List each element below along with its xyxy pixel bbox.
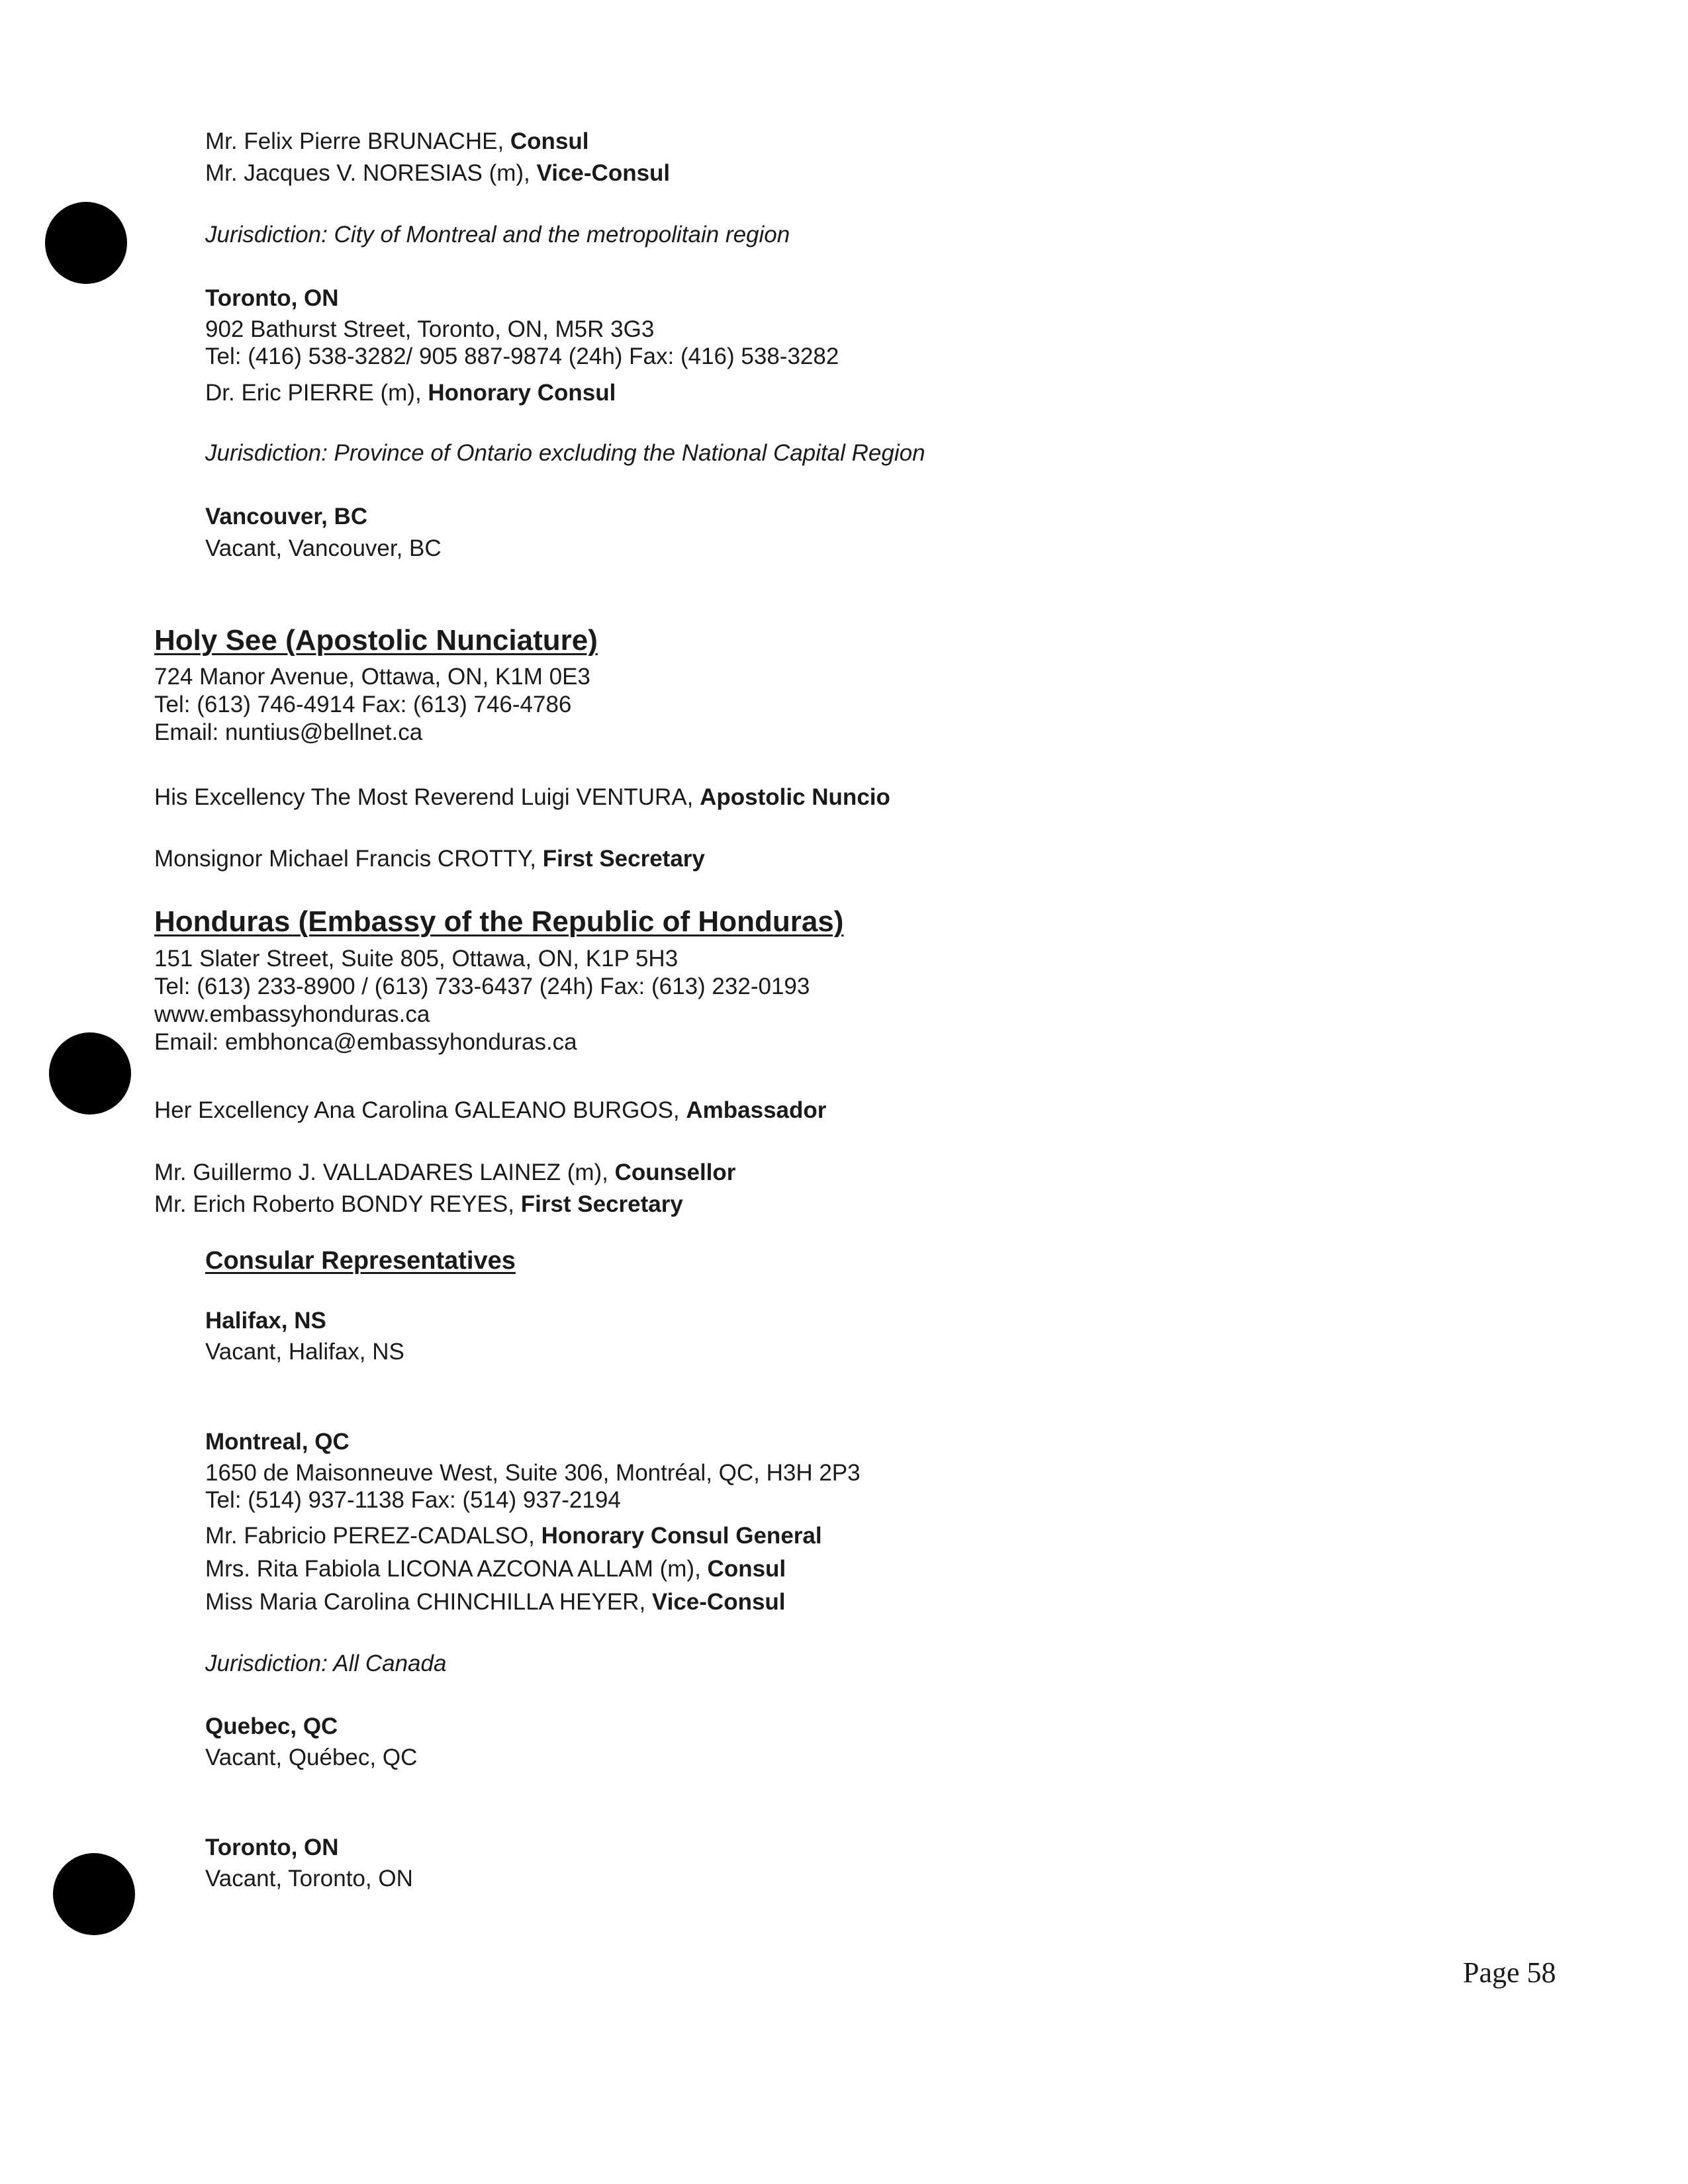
apostolic-nuncio-name: His Excellency The Most Reverend Luigi VENTURA, (154, 784, 700, 810)
montreal-jurisdiction: Jurisdiction: City of Montreal and the metropolitain region (205, 222, 790, 248)
holy-see-secretary-name: Monsignor Michael Francis CROTTY, (154, 846, 543, 872)
honduras-secretary-line (154, 1191, 683, 1218)
honduras-website: www.embassyhonduras.ca (154, 1001, 430, 1027)
holy-see-email: Email: nuntius@bellnet.ca (154, 719, 423, 745)
vancouver-status: Vacant, Vancouver, BC (205, 535, 442, 561)
honduras-ambassador-name: Her Excellency Ana Carolina GALEANO BURGOS, (154, 1097, 686, 1123)
toronto-jurisdiction: Jurisdiction: Province of Ontario excluding the National Capital Region (205, 440, 925, 466)
toronto-consul-name: Dr. Eric PIERRE (m), (205, 380, 428, 406)
montreal-vice-consul-title: Vice-Consul (651, 1589, 786, 1615)
toronto-city-heading: Toronto, ON (205, 285, 339, 311)
honduras-ambassador-title: Ambassador (686, 1097, 827, 1123)
vice-consul-line (205, 159, 670, 187)
montreal-phone: Tel: (514) 937-1138 Fax: (514) 937-2194 (205, 1487, 621, 1513)
consular-representatives-heading: Consular Representatives (205, 1247, 516, 1275)
holy-see-phone: Tel: (613) 746-4914 Fax: (613) 746-4786 (154, 692, 572, 717)
montreal-consul-line (205, 1555, 786, 1583)
montreal-honduras-jurisdiction: Jurisdiction: All Canada (205, 1651, 447, 1676)
toronto-honduras-city-heading: Toronto, ON (205, 1835, 339, 1860)
halifax-status: Vacant, Halifax, NS (205, 1339, 404, 1365)
montreal-vice-consul-line (205, 1588, 786, 1616)
montreal-consul-name: Mrs. Rita Fabiola LICONA AZCONA ALLAM (m), (205, 1556, 708, 1582)
montreal-consul-title: Consul (707, 1556, 786, 1582)
vice-consul-title: Vice-Consul (536, 160, 671, 186)
quebec-status: Vacant, Québec, QC (205, 1745, 418, 1770)
honduras-counsellor-line (154, 1159, 735, 1187)
honduras-ambassador-line (154, 1097, 826, 1124)
page-number: Page 58 (1463, 1956, 1556, 1989)
montreal-consul-general-title: Honorary Consul General (541, 1523, 822, 1549)
honduras-address: 151 Slater Street, Suite 805, Ottawa, ON, K1P 5H3 (154, 946, 679, 972)
toronto-phone: Tel: (416) 538-3282/ 905 887-9874 (24h) Fax: (416) 538-3282 (205, 343, 839, 369)
montreal-address: 1650 de Maisonneuve West, Suite 306, Montréal, QC, H3H 2P3 (205, 1460, 861, 1486)
honduras-secretary-name: Mr. Erich Roberto BONDY REYES, (154, 1191, 521, 1217)
holy-see-secretary-title: First Secretary (542, 846, 705, 872)
toronto-consul-title: Honorary Consul (428, 380, 616, 406)
quebec-city-heading: Quebec, QC (205, 1713, 338, 1739)
binder-hole-bottom (53, 1853, 135, 1935)
apostolic-nuncio-line (154, 784, 890, 811)
halifax-city-heading: Halifax, NS (205, 1308, 326, 1334)
montreal-city-heading: Montreal, QC (205, 1429, 350, 1455)
consul-title: Consul (510, 128, 589, 154)
binder-hole-middle (49, 1032, 131, 1115)
vancouver-city-heading: Vancouver, BC (205, 504, 368, 529)
consul-name: Mr. Felix Pierre BRUNACHE, (205, 128, 510, 154)
toronto-address: 902 Bathurst Street, Toronto, ON, M5R 3G3 (205, 316, 655, 342)
montreal-consul-general-name: Mr. Fabricio PEREZ-CADALSO, (205, 1523, 541, 1549)
consul-line (205, 128, 589, 156)
honduras-counsellor-title: Counsellor (614, 1160, 736, 1185)
honduras-email: Email: embhonca@embassyhonduras.ca (154, 1029, 577, 1055)
toronto-honduras-status: Vacant, Toronto, ON (205, 1866, 413, 1891)
holy-see-heading: Holy See (Apostolic Nunciature) (154, 624, 598, 657)
vice-consul-name: Mr. Jacques V. NORESIAS (m), (205, 160, 537, 186)
montreal-vice-consul-name: Miss Maria Carolina CHINCHILLA HEYER, (205, 1589, 652, 1615)
holy-see-address: 724 Manor Avenue, Ottawa, ON, K1M 0E3 (154, 664, 590, 690)
honduras-counsellor-name: Mr. Guillermo J. VALLADARES LAINEZ (m), (154, 1160, 615, 1185)
apostolic-nuncio-title: Apostolic Nuncio (700, 784, 890, 810)
honduras-secretary-title: First Secretary (520, 1191, 683, 1217)
montreal-consul-general-line (205, 1522, 822, 1550)
toronto-consul-line (205, 379, 616, 407)
binder-hole-top (45, 202, 127, 284)
honduras-heading: Honduras (Embassy of the Republic of Honduras) (154, 905, 844, 938)
holy-see-secretary-line (154, 845, 705, 873)
honduras-phone: Tel: (613) 233-8900 / (613) 733-6437 (24h) Fax: (613) 232-0193 (154, 974, 810, 999)
